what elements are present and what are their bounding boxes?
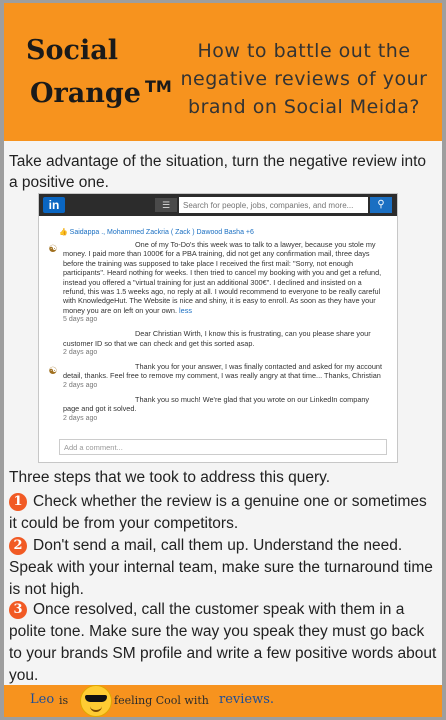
trademark: TM [144, 77, 172, 96]
brand-line1: Social [26, 35, 118, 66]
page-title: How to battle out the negative reviews of your brand on Social Meida? [180, 40, 428, 118]
likers-line [39, 224, 397, 240]
menu-icon[interactable]: ☰ [155, 198, 177, 212]
step-1 [9, 491, 437, 535]
like-icon: 👍 [59, 229, 68, 236]
step-text: Once resolved, call the customer speak with them in a polite tone. Make sure the way you speak they must go back to your brands SM profile and write a few positive words about you. [9, 601, 437, 684]
comment [39, 362, 397, 389]
step-text: Don't send a mail, call them up. Understand the need. Speak with your internal team, make sure the turnaround time is not high. [9, 537, 433, 598]
steps-intro: Three steps that we took to address this query. [9, 469, 331, 486]
step-number-badge: 3 [9, 601, 27, 619]
footer-feeling: feeling Cool with [114, 694, 209, 707]
footer-banner [4, 685, 442, 717]
linkedin-screenshot [38, 193, 398, 463]
comment-time: 5 days ago [63, 316, 98, 324]
comment-text: Dear Christian Wirth, I know this is frustrating, can you please share your customer ID so that we can check and get this sorted asap. [63, 329, 371, 348]
step-number-badge: 1 [9, 493, 27, 511]
footer-is: is [59, 694, 69, 707]
add-comment-field[interactable]: Add a comment... [59, 439, 387, 455]
smile-icon [90, 705, 102, 712]
linkedin-logo: in [43, 197, 65, 213]
step-2 [9, 535, 437, 601]
avatar: ☯ [48, 366, 58, 378]
brand-logo [26, 33, 172, 112]
comment-time: 2 days ago [63, 349, 98, 357]
comment [39, 395, 397, 422]
less-link[interactable]: less [179, 305, 192, 315]
header-banner [4, 3, 442, 141]
linkedin-topbar [39, 194, 397, 216]
sunglasses-icon [85, 695, 107, 702]
comment-time: 2 days ago [63, 381, 98, 389]
likers-names[interactable]: Saidappa ., Mohammed Zackria ( Zack ) Dawood Basha +6 [69, 229, 254, 236]
footer-name: Leo [30, 692, 55, 707]
step-number-badge: 2 [9, 537, 27, 555]
comment-text: Thank you so much! We're glad that you wrote on our LinkedIn company page and got it solved. [63, 394, 370, 414]
comment-text: One of my To-Do's this week was to talk to a lawyer, because you stole my money. I paid more than 1000€ for a PBA training, did not get any confirmation mail, three days before the training was supposed to take place I received the first mail: "Sorry, not enough participants". Heard nothing for weeks. I then tried to cancel my booking with you and get a refund, instead you offered a "virtual training for just an additional 300€". I declined and insisted on a refund, this was 1.5 weeks ago, no reply at all. I would recommend to everyone to be really careful with KnowledgeHut. The Website is nice and shiny, it is easy to enroll. As soon as they have your money you are on left on your own. less [63, 240, 382, 315]
search-button[interactable] [370, 197, 392, 213]
comment [39, 329, 397, 356]
step-text: Check whether the review is a genuine one or sometimes it could be from your competitors. [9, 493, 427, 532]
footer-reviews: reviews. [219, 692, 275, 707]
search-icon: ⚲ [377, 199, 385, 210]
step-3 [9, 599, 437, 687]
infographic [4, 3, 442, 717]
comment-text: Thank you for your answer, I was finally contacted and asked for my account detail, thanks. Feel free to remove my comment, I was really angry at that time... Thanks, Christian [63, 362, 383, 381]
intro-text: Take advantage of the situation, turn the negative review into a positive one. [9, 153, 427, 191]
search-input[interactable] [179, 197, 368, 213]
comment [39, 240, 397, 323]
avatar: ☯ [48, 244, 58, 255]
brand-line2: Orange [30, 78, 141, 109]
comment-time: 2 days ago [63, 414, 98, 422]
cool-emoji-icon [80, 685, 112, 717]
cut-tabs [39, 216, 397, 224]
